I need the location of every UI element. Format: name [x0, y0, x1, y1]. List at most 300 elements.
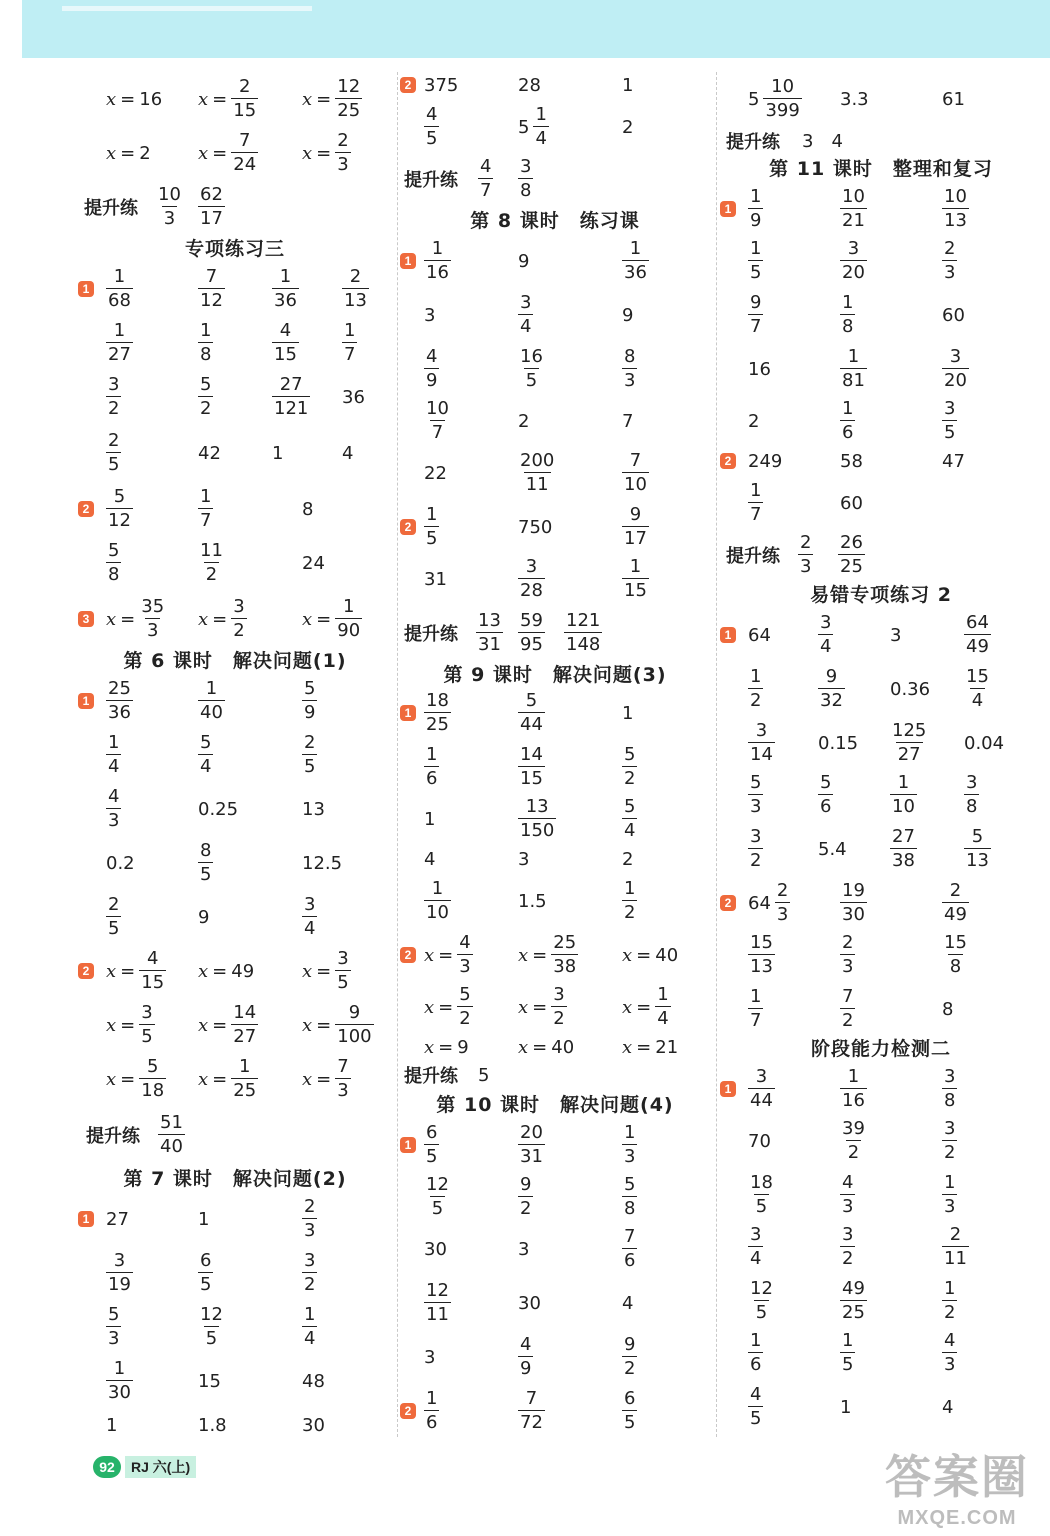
denominator: 68: [108, 290, 131, 311]
fraction: [198, 488, 213, 530]
numerator: 2: [108, 430, 120, 451]
number: 47: [942, 450, 965, 472]
fraction: [198, 734, 213, 776]
answer-value: [424, 290, 439, 340]
fraction: [798, 534, 813, 576]
question-number-badge: 1: [78, 281, 94, 297]
number: 30: [518, 1292, 541, 1314]
number: 49: [231, 960, 255, 982]
question-number-badge: 2: [400, 519, 416, 535]
numerator: 15: [966, 666, 989, 687]
question-number-badge: 1: [720, 201, 736, 217]
numerator: 49: [842, 1278, 865, 1299]
number: 3: [518, 848, 530, 870]
fraction: [622, 1124, 637, 1166]
numerator: 5: [624, 744, 636, 765]
page-footer: [93, 1456, 196, 1478]
denominator: 5: [205, 1328, 218, 1349]
denominator: 25: [842, 1302, 865, 1323]
answer-value: [942, 1116, 957, 1166]
equals-sign: =: [636, 1036, 652, 1058]
fraction: [748, 1068, 775, 1110]
fraction: [106, 376, 121, 418]
question-number-badge: 1: [400, 1137, 416, 1153]
denominator: 8: [842, 316, 854, 337]
denominator: 7: [750, 1010, 762, 1031]
answer-value: [942, 1382, 957, 1432]
number: 13: [302, 798, 325, 820]
denominator: 3: [624, 370, 636, 391]
denominator: 4: [200, 756, 212, 777]
number: 3: [890, 624, 902, 646]
equals-sign: =: [316, 1068, 332, 1090]
numerator: 1: [426, 1388, 438, 1409]
denominator: 72: [520, 1412, 543, 1433]
numerator: 1: [113, 320, 126, 341]
fraction: [139, 950, 166, 992]
numerator: 10: [944, 186, 967, 207]
denominator: 4: [971, 690, 984, 711]
answer-value: [424, 1332, 439, 1382]
fraction: [198, 268, 225, 310]
variable-x: x: [518, 996, 529, 1018]
denominator: 15: [624, 580, 647, 601]
fraction: [533, 106, 548, 148]
question-number-badge: 2: [720, 895, 736, 911]
answer-value: [840, 1170, 855, 1220]
answer-value: [622, 742, 637, 792]
numerator: 2: [108, 894, 120, 915]
fraction: [231, 1004, 258, 1046]
answer-value: [302, 784, 329, 834]
fraction: [302, 680, 317, 722]
answer-value: [518, 876, 551, 926]
answer-value: [622, 1332, 637, 1382]
number: 60: [942, 304, 965, 326]
denominator: 148: [566, 634, 601, 655]
numerator: 7: [238, 130, 251, 151]
answer-value: [424, 1224, 451, 1274]
numerator: 7: [629, 450, 642, 471]
label-text: 提升练: [726, 132, 780, 153]
numerator: 18: [426, 690, 449, 711]
numerator: 4: [426, 104, 438, 125]
numerator: 4: [520, 1334, 532, 1355]
numerator: 3: [108, 374, 120, 395]
numerator: 3: [113, 1250, 126, 1271]
denominator: 27: [108, 344, 131, 365]
numerator: 1: [750, 986, 762, 1007]
section-heading: 第 6 课时 解决问题(1): [123, 650, 347, 672]
number: 24: [302, 552, 325, 574]
answer-value: [622, 236, 649, 286]
number: 60: [840, 492, 863, 514]
denominator: 15: [274, 344, 297, 365]
denominator: 14: [750, 744, 773, 765]
fraction: [106, 1306, 121, 1348]
answer-value: [942, 184, 969, 234]
denominator: 30: [108, 1382, 131, 1403]
denominator: 21: [842, 210, 865, 231]
answer-value: [942, 1276, 957, 1326]
numerator: 5: [200, 374, 212, 395]
denominator: 5: [337, 972, 349, 993]
question-number-badge: 2: [78, 963, 94, 979]
fraction: [942, 1068, 957, 1110]
numerator: 7: [205, 266, 218, 287]
number: 48: [302, 1370, 325, 1392]
equals-sign: =: [532, 996, 548, 1018]
answer-value: [106, 74, 166, 124]
answer-value: [942, 74, 969, 124]
number: 28: [518, 74, 541, 96]
number: 2: [622, 116, 634, 138]
answer-value: [342, 428, 357, 478]
denominator: 40: [200, 702, 223, 723]
number: 5: [748, 88, 760, 110]
denominator: 4: [520, 316, 532, 337]
fraction: [139, 1004, 154, 1046]
numerator: 11: [200, 540, 223, 561]
label-text: 提升练: [404, 1066, 458, 1087]
denominator: 13: [344, 290, 367, 311]
numerator: 125: [892, 720, 927, 741]
denominator: 49: [966, 636, 989, 657]
denominator: 13: [750, 956, 773, 977]
answer-value: [748, 1222, 763, 1272]
fraction: [342, 268, 369, 310]
numerator: 4: [842, 1172, 854, 1193]
answer-value: [198, 1000, 258, 1050]
numerator: 20: [520, 1122, 543, 1143]
watermark-text: 答案圈: [885, 1450, 1029, 1503]
denominator: 15: [233, 100, 257, 121]
fraction: [748, 1174, 775, 1216]
numerator: 1: [842, 398, 854, 419]
fraction: [106, 1360, 133, 1402]
variable-x: x: [424, 996, 435, 1018]
denominator: 36: [108, 702, 131, 723]
numerator: 27: [279, 374, 303, 395]
answer-value: [518, 1172, 533, 1222]
answer-value: [840, 344, 867, 394]
numerator: 2: [800, 532, 812, 553]
numerator: 5: [525, 690, 538, 711]
fraction: [424, 506, 439, 548]
fraction: [748, 240, 763, 282]
numerator: 15: [944, 932, 967, 953]
number: 4: [942, 1396, 954, 1418]
denominator: 2: [842, 1010, 854, 1031]
numerator: 18: [750, 1172, 773, 1193]
fraction: [622, 746, 637, 788]
question-number-badge: 3: [78, 611, 94, 627]
fraction: [840, 1226, 855, 1268]
numerator: 10: [158, 184, 181, 205]
fraction: [198, 1306, 225, 1348]
denominator: 2: [624, 1358, 636, 1379]
answer-value: [622, 876, 637, 926]
fraction: [748, 294, 763, 336]
denominator: 2: [842, 1248, 854, 1269]
denominator: 10: [426, 902, 449, 923]
answer-value: [942, 290, 969, 340]
answer-value: [424, 1386, 439, 1436]
denominator: 3: [750, 796, 762, 817]
fraction: [818, 614, 833, 656]
variable-x: x: [106, 142, 117, 164]
fraction: [748, 828, 763, 870]
answer-value: [106, 264, 133, 314]
denominator: 6: [624, 1250, 636, 1271]
fraction: [942, 1120, 957, 1162]
numerator: 3: [755, 720, 768, 741]
denominator: 100: [337, 1026, 372, 1047]
fraction: [106, 432, 121, 474]
answer-value: [198, 1194, 213, 1244]
answer-value: [518, 608, 545, 658]
answer-value: [840, 74, 873, 124]
answer-value: [342, 264, 369, 314]
variable-x: x: [198, 142, 209, 164]
fraction: [106, 788, 121, 830]
denominator: 30: [842, 904, 865, 925]
denominator: 7: [750, 504, 762, 525]
equals-sign: =: [438, 944, 454, 966]
denominator: 12: [200, 290, 223, 311]
numerator: 4: [480, 156, 492, 177]
number: 2: [748, 410, 760, 432]
label-text: 提升练: [404, 624, 458, 645]
answer-value: [302, 1000, 374, 1050]
numerator: 51: [160, 1112, 183, 1133]
fraction: [622, 452, 649, 494]
answer-value: [106, 838, 139, 888]
denominator: 2: [750, 690, 762, 711]
fraction: [748, 1280, 775, 1322]
answer-value: [622, 502, 649, 552]
numerator: 12: [426, 1280, 449, 1301]
fraction: [622, 1176, 637, 1218]
variable-x: x: [424, 944, 435, 966]
question-number-badge: 1: [400, 253, 416, 269]
denominator: 8: [624, 1198, 636, 1219]
question-number-badge: 2: [400, 947, 416, 963]
answer-value: [424, 502, 439, 552]
number: 4: [342, 442, 354, 464]
number: 8: [942, 998, 954, 1020]
answer-value: [518, 290, 533, 340]
fraction: [518, 158, 533, 200]
answer-value: [748, 1382, 763, 1432]
answer-value: [272, 264, 299, 314]
denominator: 5: [426, 128, 438, 149]
numerator: 1: [750, 238, 762, 259]
fraction: [106, 680, 133, 722]
number: 0.36: [890, 678, 931, 700]
numerator: 1: [431, 878, 444, 899]
numerator: 2: [949, 1224, 962, 1245]
fraction: [890, 774, 917, 816]
answer-value: [424, 688, 451, 738]
numerator: 27: [892, 826, 915, 847]
denominator: 8: [966, 796, 978, 817]
number: 70: [748, 1130, 771, 1152]
equals-sign: =: [212, 960, 228, 982]
answer-value: [818, 718, 862, 768]
answer-value: [106, 538, 121, 588]
numerator: 3: [820, 612, 832, 633]
numerator: 4: [108, 786, 120, 807]
number: 4: [622, 1292, 634, 1314]
number: 8: [302, 498, 314, 520]
denominator: 36: [624, 262, 647, 283]
fraction: [424, 1176, 451, 1218]
answer-value: [518, 236, 533, 286]
fraction: [156, 186, 183, 228]
denominator: 2: [624, 768, 636, 789]
fraction: [518, 294, 533, 336]
denominator: 4: [750, 1248, 762, 1269]
denominator: 5: [755, 1302, 768, 1323]
numerator: 2: [776, 880, 789, 901]
question-number-badge: 1: [720, 1081, 736, 1097]
numerator: 4: [279, 320, 292, 341]
numerator: 3: [233, 596, 245, 617]
fraction: [942, 1280, 957, 1322]
answer-value: [748, 1064, 775, 1114]
number: 7: [622, 410, 634, 432]
equals-sign: =: [120, 1014, 136, 1036]
answer-value: [518, 1022, 578, 1072]
answer-value: [302, 946, 351, 996]
denominator: 2: [520, 1198, 532, 1219]
fraction: [942, 348, 969, 390]
denominator: 10: [892, 796, 915, 817]
numerator: 200: [520, 450, 555, 471]
number: 1: [622, 702, 634, 724]
denominator: 11: [426, 1304, 449, 1325]
fraction: [106, 896, 121, 938]
equals-sign: =: [316, 1014, 332, 1036]
numerator: 2: [304, 732, 316, 753]
equals-sign: =: [532, 944, 548, 966]
answer-value: [942, 930, 969, 980]
numerator: 2: [238, 76, 251, 97]
denominator: 2: [205, 564, 218, 585]
lift-practice-label: [84, 182, 148, 232]
equals-sign: =: [120, 142, 136, 164]
answer-value: [622, 396, 637, 446]
lift-practice-label: [726, 530, 790, 580]
numerator: 3: [141, 1002, 153, 1023]
answer-value: [424, 396, 451, 446]
fraction: [424, 692, 451, 734]
numerator: 4: [459, 932, 471, 953]
label-text: 提升练: [84, 198, 138, 219]
answer-value: [942, 1328, 957, 1378]
number: 2: [139, 142, 151, 164]
denominator: 44: [750, 1090, 773, 1111]
answer-value: [622, 1278, 637, 1328]
denominator: 7: [200, 510, 212, 531]
answer-value: [622, 448, 649, 498]
answer-value: [302, 838, 346, 888]
denominator: 17: [624, 528, 647, 549]
answer-value: [840, 1382, 855, 1432]
answer-value: [106, 1000, 155, 1050]
variable-x: x: [518, 1036, 529, 1058]
number: 22: [424, 462, 447, 484]
denominator: 2: [624, 902, 636, 923]
numerator: 1: [657, 984, 669, 1005]
number: 4: [424, 848, 436, 870]
denominator: 4: [304, 1328, 316, 1349]
fraction: [942, 240, 957, 282]
number: 9: [198, 906, 210, 928]
numerator: 14: [520, 744, 543, 765]
fraction: [840, 240, 867, 282]
variable-x: x: [198, 608, 209, 630]
answer-value: [518, 930, 578, 980]
fraction: [424, 400, 451, 442]
answer-value: [622, 344, 637, 394]
denominator: 3: [944, 1354, 956, 1375]
denominator: 13: [966, 850, 989, 871]
numerator: 2: [349, 266, 362, 287]
numerator: 9: [624, 1334, 636, 1355]
answer-value: [518, 1386, 545, 1436]
answer-value: [198, 318, 213, 368]
denominator: 8: [949, 956, 962, 977]
fraction: [763, 78, 801, 120]
numerator: 1: [944, 1172, 956, 1193]
answer-value: [748, 236, 763, 286]
section-heading: 专项练习三: [184, 238, 285, 260]
answer-value: [106, 1400, 121, 1450]
answer-value: [840, 1276, 867, 1326]
denominator: 40: [160, 1136, 183, 1157]
denominator: 44: [520, 714, 543, 735]
denominator: 7: [344, 344, 356, 365]
equals-sign: =: [212, 1068, 228, 1090]
answer-value: [748, 478, 763, 528]
numerator: 3: [525, 556, 538, 577]
number: 249: [748, 450, 783, 472]
label-text: 提升练: [404, 170, 458, 191]
question-number-badge: 2: [400, 1403, 416, 1419]
denominator: 4: [535, 128, 547, 149]
denominator: 49: [944, 904, 967, 925]
denominator: 3: [163, 208, 176, 229]
number: 27: [106, 1208, 129, 1230]
number: 1: [622, 74, 634, 96]
answer-value: [964, 664, 991, 714]
answer-value: [748, 664, 763, 714]
answer-value: [518, 688, 545, 738]
numerator: 3: [337, 948, 349, 969]
section-heading: 第 11 课时 整理和复习: [769, 158, 993, 180]
number: 1: [106, 1414, 118, 1436]
fraction: [424, 880, 451, 922]
section-heading: 第 8 课时 练习课: [470, 210, 640, 232]
answer-value: [198, 1356, 225, 1406]
numerator: 1: [431, 238, 444, 259]
answer-value: [942, 878, 969, 928]
answer-value: [302, 1400, 329, 1450]
denominator: 4: [108, 756, 120, 777]
fraction: [622, 880, 637, 922]
